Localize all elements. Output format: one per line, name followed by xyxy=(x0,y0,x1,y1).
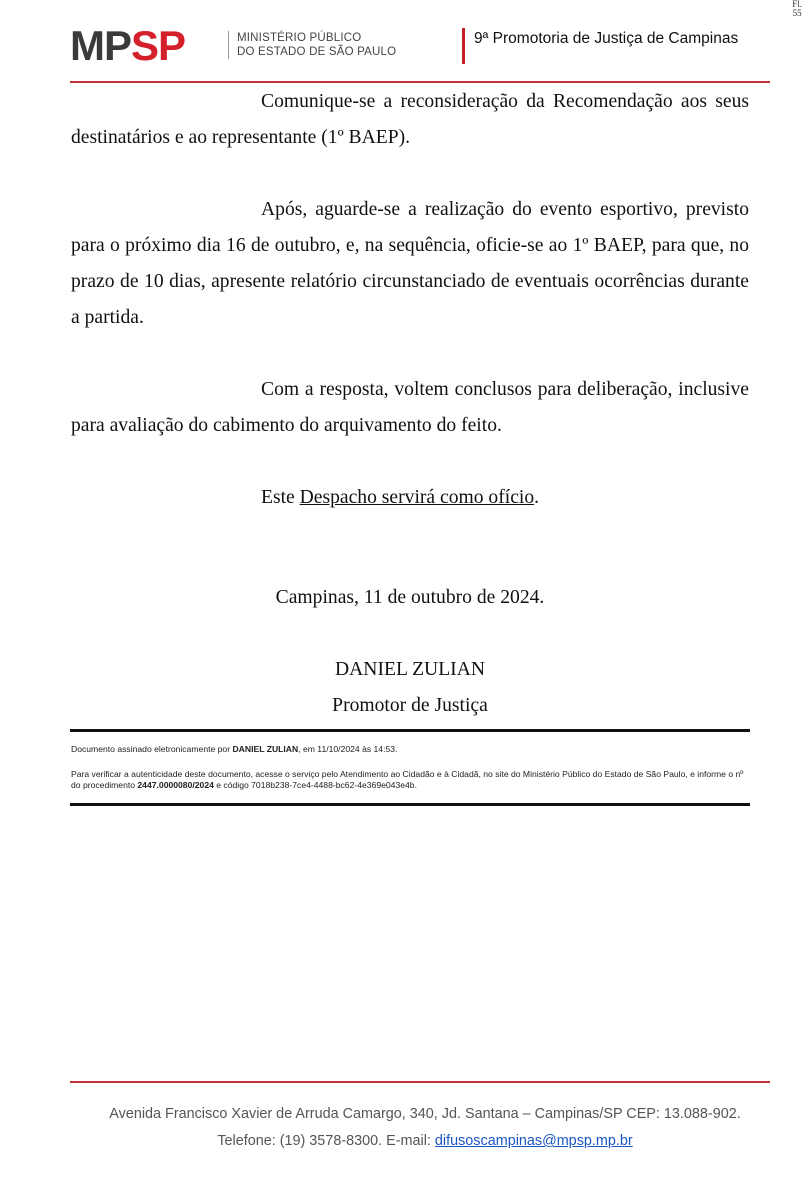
paragraph-1: Comunique-se a reconsideração da Recomendação aos seus destinatários e ao representante (1º BAEP). xyxy=(71,91,749,148)
page-folio xyxy=(792,0,802,18)
document-body xyxy=(71,84,749,516)
letterhead xyxy=(70,22,770,82)
folio-label: Fl. xyxy=(792,0,802,9)
logo-sp: SP xyxy=(131,22,186,69)
footer-rule xyxy=(70,1081,770,1083)
place-date: Campinas, 11 de outubro de 2024. xyxy=(275,587,545,608)
signature-notice-suffix: , em 11/10/2024 às 14:53. xyxy=(298,744,398,754)
institution-name xyxy=(228,31,396,59)
signature-notice-name: DANIEL ZULIAN xyxy=(232,744,299,754)
signature-notice xyxy=(71,744,751,755)
paragraph-2: Após, aguarde-se a realização do evento esportivo, previsto para o próximo dia 16 de outubro, e, na sequência, oficie-se ao 1º BAEP, para que, no prazo de 10 dias, apresente relatório circunstanciado de eventuais ocorrências durante a partida. xyxy=(71,199,749,328)
paragraph-3: Com a resposta, voltem conclusos para deliberação, inclusive para avaliação do cabimento do arquivamento do feito. xyxy=(71,379,749,436)
header-rule xyxy=(70,81,770,83)
footer-contact xyxy=(40,1133,810,1149)
authenticity-notice-prefix: Para verificar a autenticidade deste documento, acesse o serviço pelo Atendimento ao Cidadão e à Cidadã, no site do Ministério Público do Estado de São Paulo, e informe o nº do procedimento xyxy=(71,769,744,790)
footer-address: Avenida Francisco Xavier de Arruda Camargo, 340, Jd. Santana – Campinas/SP CEP: 13.088-902. xyxy=(109,1106,741,1122)
footer-email-link[interactable]: difusoscampinas@mpsp.mp.br xyxy=(434,1133,633,1149)
procedure-number: 2447.0000080/2024 xyxy=(137,780,214,790)
signature-notice-prefix: Documento assinado eletronicamente por xyxy=(71,744,233,754)
footer-phone: Telefone: (19) 3578-8300. E-mail: xyxy=(217,1133,435,1149)
paragraph-4 xyxy=(71,480,749,516)
signer-role: Promotor de Justiça xyxy=(332,695,488,716)
signer-name: DANIEL ZULIAN xyxy=(335,659,485,680)
folio-number: 55 xyxy=(792,8,802,18)
authenticity-notice-suffix: e código 7018b238-7ce4-4488-bc62-4e369e043e4b. xyxy=(213,780,417,790)
logo-mp: MP xyxy=(70,22,131,69)
paragraph-4-suffix: . xyxy=(534,487,540,508)
paragraph-4-prefix: Este xyxy=(261,487,300,508)
header-divider xyxy=(462,28,465,64)
promotoria-title: 9ª Promotoria de Justiça de Campinas xyxy=(474,30,739,47)
institution-line1: MINISTÉRIO PÚBLICO xyxy=(237,32,362,44)
paragraph-4-underlined: Despacho servirá como ofício xyxy=(299,487,535,508)
mpsp-logo xyxy=(70,22,186,69)
authenticity-notice xyxy=(71,769,751,791)
institution-line2: DO ESTADO DE SÃO PAULO xyxy=(237,46,397,58)
signature-box-bottom-rule xyxy=(70,803,750,806)
signature-box-top-rule xyxy=(70,729,750,732)
